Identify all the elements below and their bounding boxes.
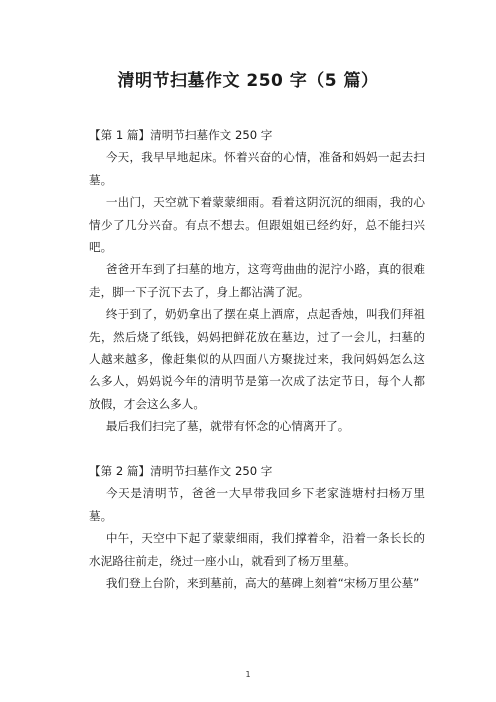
body-paragraph: 今天，我早早地起床。怀着兴奋的心情，准备和妈妈一起去扫墓。 xyxy=(89,150,425,187)
body-paragraph: 终于到了，奶奶拿出了摆在桌上酒席，点起香烛，叫我们拜祖先，然后烧了纸钱，妈妈把鲜花放在墓边，过了一会儿，扫墓的人越来越多，像赶集似的从四面八方聚拢过来，我问妈妈怎么这么多人，妈妈说今年的清明节是第一次成了法定节日，每个人都放假，才会这么多人。 xyxy=(89,307,425,411)
section-heading: 【第 1 篇】清明节扫墓作文 250 字 xyxy=(89,128,273,142)
document-title: 清明节扫墓作文 250 字（5 篇） xyxy=(117,71,379,91)
section-spacer xyxy=(89,438,425,460)
page-number: 1 xyxy=(245,670,251,679)
body-paragraph: 我们登上台阶，来到墓前，高大的墓碑上刻着“宋杨万里公墓” xyxy=(105,576,420,591)
body-paragraph: 中午，天空中下起了蒙蒙细雨，我们撑着伞，沿着一条长长的水泥路往前走，绕过一座小山，就看到了杨万里墓。 xyxy=(89,531,425,568)
body-paragraph: 今天是清明节，爸爸一大早带我回乡下老家涟塘村扫杨万里墓。 xyxy=(89,486,425,523)
body-paragraph: 最后我们扫完了墓，就带有怀念的心情离开了。 xyxy=(105,419,350,434)
body-paragraph: 爸爸开车到了扫墓的地方，这弯弯曲曲的泥泞小路，真的很难走，脚一下子沉下去了，身上都沾满了泥。 xyxy=(89,262,425,299)
section-heading: 【第 2 篇】清明节扫墓作文 250 字 xyxy=(89,464,273,479)
document-body xyxy=(89,124,425,595)
body-paragraph: 一出门，天空就下着蒙蒙细雨。看着这阴沉沉的细雨，我的心情少了几分兴奋。有点不想去。但跟姐姐已经约好，总不能扫兴吧。 xyxy=(89,195,425,255)
